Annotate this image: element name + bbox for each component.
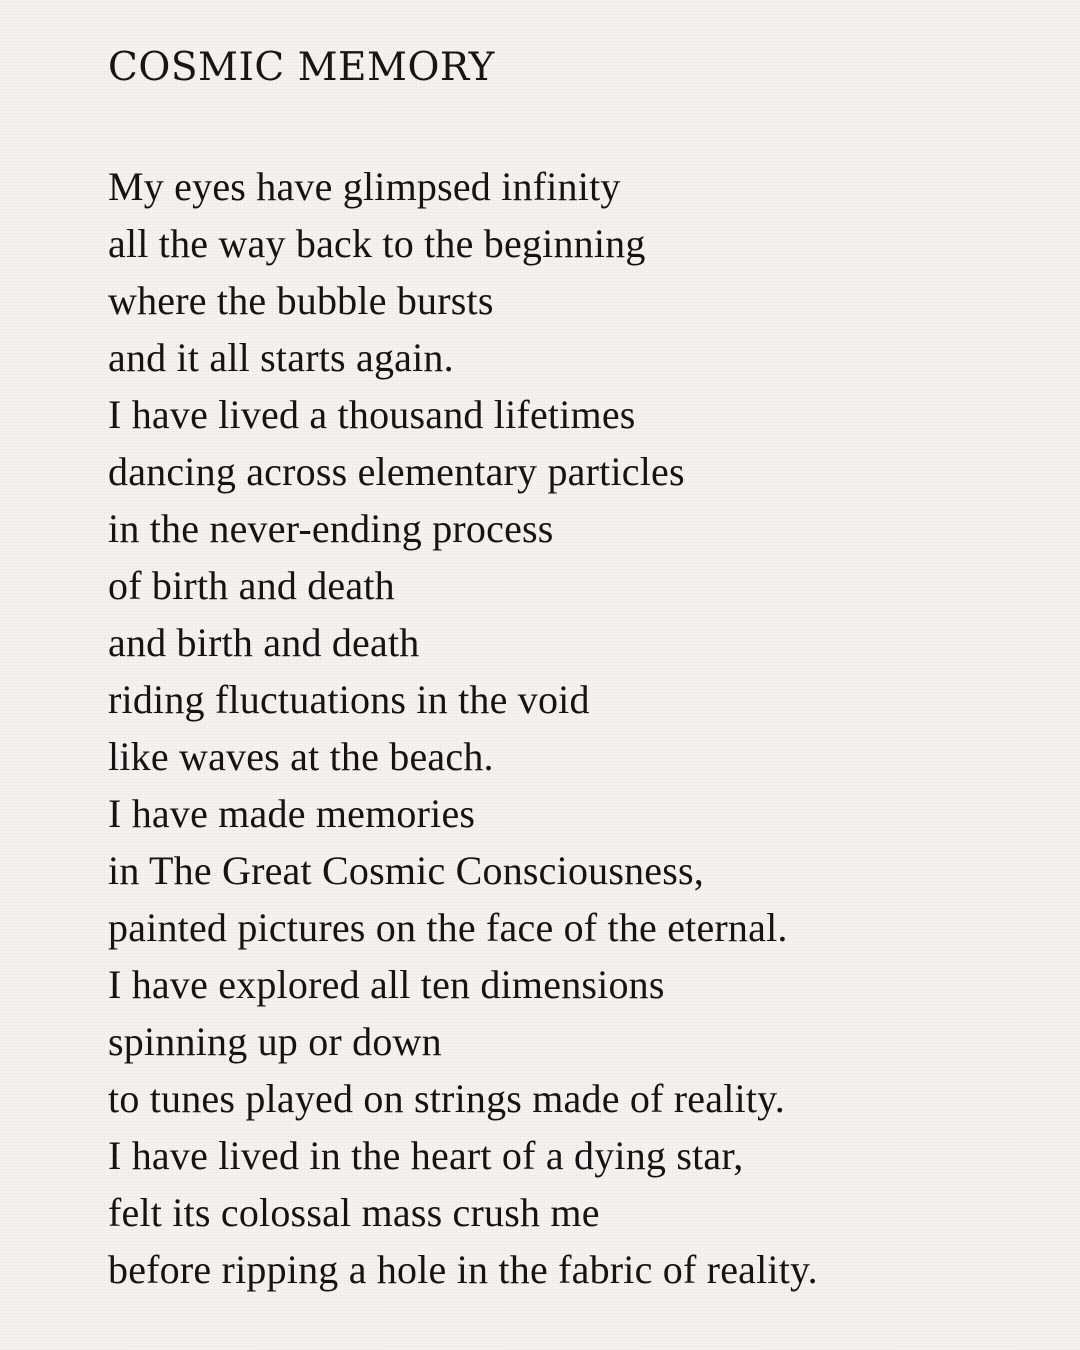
poem-line: dancing across elementary particles	[108, 449, 685, 494]
poem-line: My eyes have glimpsed infinity	[108, 164, 621, 209]
poem-line: I have made memories	[108, 791, 476, 836]
poem-line: felt its colossal mass crush me	[108, 1190, 600, 1235]
poem-line: painted pictures on the face of the eternal.	[108, 905, 788, 950]
poem-line: all the way back to the beginning	[108, 221, 646, 266]
poem-line: spinning up or down	[108, 1019, 442, 1064]
poem-line: I have lived a thousand lifetimes	[108, 392, 636, 437]
poem-line: I have lived in the heart of a dying star,	[108, 1133, 744, 1178]
poem-line: where the bubble bursts	[108, 278, 494, 323]
poem-line: like waves at the beach.	[108, 734, 494, 779]
poem-line: before ripping a hole in the fabric of reality.	[108, 1247, 818, 1292]
poem-line: of birth and death	[108, 563, 395, 608]
poem-line: I have explored all ten dimensions	[108, 962, 665, 1007]
poem-line: to tunes played on strings made of reality.	[108, 1076, 785, 1121]
poem-body	[108, 158, 818, 1298]
poem-line: and it all starts again.	[108, 335, 454, 380]
poem-line: and birth and death	[108, 620, 420, 665]
poem-title: COSMIC MEMORY	[108, 45, 495, 90]
poem-line: in The Great Cosmic Consciousness,	[108, 848, 704, 893]
poem-line: in the never-ending process	[108, 506, 554, 551]
poem-line: riding fluctuations in the void	[108, 677, 590, 722]
